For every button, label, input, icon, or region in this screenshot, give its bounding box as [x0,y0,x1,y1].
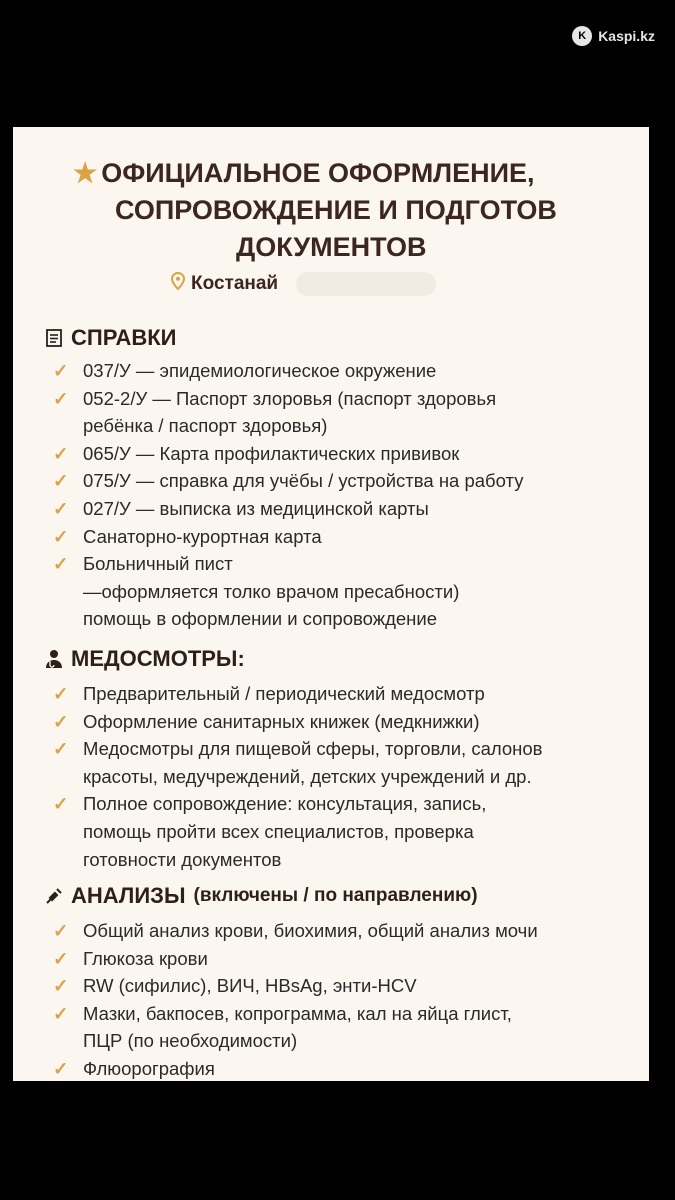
title-line-2: СОПРОВОЖДЕНИЕ И ПОДГОТОВ [115,195,557,225]
check-icon: ✓ [53,738,69,760]
spravki-list [45,357,635,633]
check-icon: ✓ [53,1057,69,1079]
title-line-3: ДОКУМЕНТОВ [236,232,427,262]
item-text: ПЦР (по необходимости) [83,1030,298,1052]
list-item [45,790,635,873]
item-text: Флюорография [83,1057,215,1079]
list-item [45,735,635,790]
list-item [45,357,635,385]
item-text: помощь пройти всех специалистов, проверка [83,820,474,842]
document-icon [45,329,63,347]
item-text: Медосмотры для пищевой сферы, торговли, салонов [83,738,543,760]
location [171,272,278,295]
list-item [45,1000,635,1055]
check-icon: ✓ [53,470,69,492]
list-item [45,467,635,495]
watermark-text: Kaspi.kz [598,28,655,44]
list-item [45,385,635,440]
title-line-1: ОФИЦИАЛЬНОЕ ОФОРМЛЕНИЕ, [101,158,535,188]
section-header [45,323,635,353]
section-header [45,644,635,674]
page-title [53,155,613,266]
doctor-icon [45,650,63,668]
item-text: Санаторно-курортная карта [83,525,322,547]
item-text: 037/У — эпидемиологическое окружение [83,360,437,381]
check-icon: ✓ [53,975,69,997]
location-text: Костанай [191,272,279,294]
list-item [45,680,635,708]
item-text: готовности документов [83,848,282,870]
check-icon: ✓ [53,387,69,409]
section-header [45,881,635,911]
item-text: Мазки, бакпосев, копрограмма, кал на яйца глист, [83,1002,512,1024]
item-text: красоты, медучреждений, детских учреждений и др. [83,765,532,787]
item-text: Оформление санитарных книжек (медкнижки) [83,710,480,732]
document-card [13,127,649,1081]
kaspi-watermark [572,26,655,46]
section-title: МЕДОСМОТРЫ: [71,646,245,671]
item-text: помощь в оформлении и сопровождение [83,608,438,630]
section-subtitle: (включены / по направлению) [193,885,478,906]
check-icon: ✓ [53,553,69,575]
section-title: СПРАВКИ [71,325,177,350]
list-item [45,945,635,973]
item-text: Глюкоза крови [83,947,208,969]
list-item [45,495,635,523]
section-title: АНАЛИЗЫ [71,883,186,908]
check-icon: ✓ [53,710,69,732]
check-icon: ✓ [53,793,69,815]
location-pin-icon [171,272,185,295]
check-icon: ✓ [53,360,69,381]
kaspi-logo-icon: K [572,26,592,46]
item-text: RW (сифилис), ВИЧ, HBsAg, энти-HCV [83,975,417,997]
item-text: Предварительный / периодический медосмотр [83,683,485,704]
item-text: 052-2/У — Паспорт злоровья (паспорт здоровья [83,387,497,409]
check-icon: ✓ [53,947,69,969]
medosmotry-list [45,680,635,873]
check-icon: ✓ [53,1002,69,1024]
item-text: 065/У — Карта профилактических прививок [83,442,460,464]
star-icon: ★ [73,158,98,188]
item-text: Полное сопровождение: консультация, запись, [83,793,487,815]
syringe-icon [45,887,63,905]
list-item [45,440,635,468]
blurred-text [296,272,436,296]
check-icon: ✓ [53,442,69,464]
list-item [45,550,635,633]
check-icon: ✓ [53,683,69,704]
item-text: Больничный пист [83,553,233,575]
check-icon: ✓ [53,920,69,941]
item-text: ребёнка / паспорт здоровья) [83,415,328,437]
list-item [45,523,635,551]
check-icon: ✓ [53,497,69,519]
section-analizy [45,881,635,1081]
item-text: 027/У — выписка из медицинской карты [83,497,429,519]
list-item [45,972,635,1000]
item-text: Общий анализ крови, биохимия, общий анализ мочи [83,920,538,941]
analizy-list [45,917,635,1081]
list-item [45,708,635,736]
check-icon: ✓ [53,525,69,547]
item-text: 075/У — справка для учёбы / устройства на работу [83,470,524,492]
section-medosmotry [45,644,635,873]
list-item [45,917,635,945]
item-text: —оформляется толко врачом пресабности) [83,580,460,602]
list-item [45,1055,635,1081]
section-spravki [45,323,635,633]
